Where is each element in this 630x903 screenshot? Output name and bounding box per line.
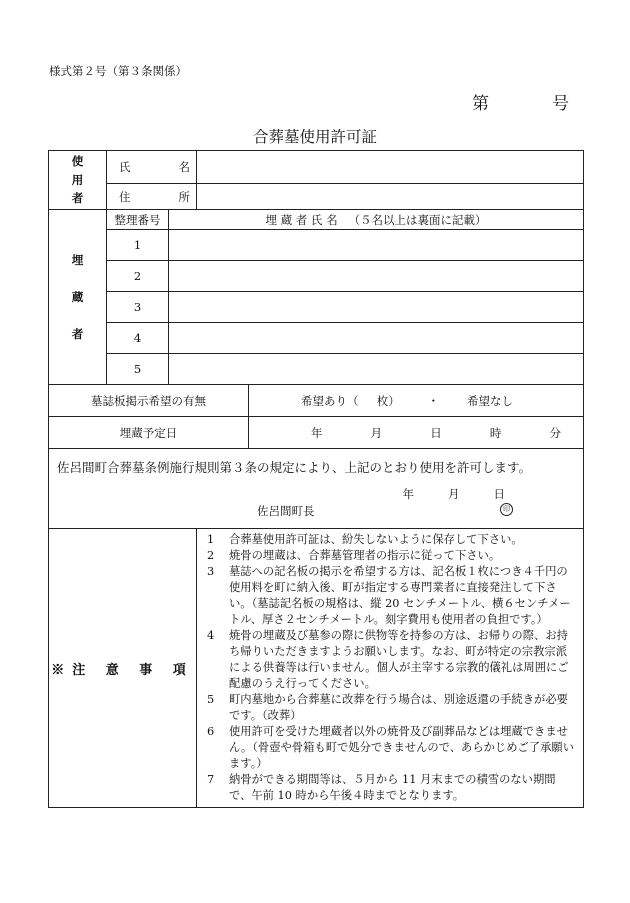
note-item: 1 合葬墓使用許可証は、紛失しないように保存して下さい。 [207, 533, 523, 547]
notes-label: ※注 意 事 項 [49, 529, 197, 808]
note-item: 2 焼骨の埋蔵は、合葬墓管理者の指示に従って下さい。 [207, 549, 501, 563]
buried-row [49, 323, 584, 354]
col-number-header: 整理番号 [107, 210, 169, 230]
document-title: 合葬墓使用許可証 [252, 128, 377, 146]
notes-list [197, 529, 584, 808]
buried-row-name[interactable] [169, 323, 584, 354]
permit-table [48, 150, 584, 808]
mayor-label: 佐呂間町長 [257, 504, 315, 518]
plaque-label: 墓誌板掲示希望の有無 [49, 385, 249, 417]
user-name-row [49, 151, 584, 184]
schedule-label: 埋蔵予定日 [49, 417, 249, 449]
seal-mark: 印 [500, 503, 513, 516]
note-item: 7 納骨ができる期間等は、５月から 11 月末までの積雪のない期間で、午前 10 時から午後４時までとなります。 [207, 773, 556, 803]
buried-row-name[interactable] [169, 261, 584, 292]
note-item: 3 墓誌への記名板の掲示を希望する方は、記名板１枚につき４千円の使用料を町に納入後、町が指定する専門業者に直接発注して下さい。（墓誌記名板の規格は、縦 20 センチメートル、横６センチメートル、厚さ２センチメートル。刻字費用も使用者の負担です。） [207, 565, 571, 627]
buried-row [49, 292, 584, 323]
buried-row-number: 1 [107, 230, 169, 261]
buried-row-name[interactable] [169, 354, 584, 385]
form-label: 様式第２号（第３条関係） [49, 64, 187, 78]
user-name-label: 氏 名 [107, 151, 197, 184]
plaque-row [49, 385, 584, 417]
buried-row-number: 5 [107, 354, 169, 385]
note-item: 6 使用許可を受けた埋蔵者以外の焼骨及び副葬品などは埋蔵できません。（骨壺や骨箱も町で処分できませんので、あらかじめご了承願います。） [207, 725, 575, 771]
user-address-field[interactable] [197, 184, 584, 210]
user-section-label: 使 用 者 [49, 151, 107, 210]
buried-row-number: 2 [107, 261, 169, 292]
buried-row-number: 4 [107, 323, 169, 354]
plaque-options[interactable]: 希望あり（ 枚） ・ 希望なし [249, 385, 584, 417]
user-name-field[interactable] [197, 151, 584, 184]
user-address-row [49, 184, 584, 210]
number-go: 号 [552, 94, 569, 114]
note-item: 4 焼骨の埋蔵及び墓参の際に供物等を持参の方は、お帰りの際、お持ち帰りいただきますようお願いします。なお、町が特定の宗教宗派による供養等は行いません。個人が主宰する宗教的儀礼は周囲にご配慮のうえ行ってください。 [207, 629, 569, 691]
buried-section-label: 埋 蔵 者 [49, 210, 107, 385]
buried-row-name[interactable] [169, 230, 584, 261]
buried-row [49, 261, 584, 292]
buried-row-number: 3 [107, 292, 169, 323]
buried-header-row [49, 210, 584, 230]
schedule-row [49, 417, 584, 449]
buried-row [49, 354, 584, 385]
permit-statement: 佐呂間町合葬墓条例施行規則第３条の規定により、上記のとおり使用を許可します。 年 月 日 佐呂間町長 印 [49, 449, 584, 529]
col-name-header: 埋 蔵 者 氏 名 （５名以上は裏面に記載） [169, 210, 584, 230]
number-dai: 第 [472, 94, 489, 114]
permit-row [49, 449, 584, 529]
note-item: 5 町内墓地から合葬墓に改葬を行う場合は、別途返還の手続きが必要です。（改葬） [207, 693, 568, 723]
buried-row [49, 230, 584, 261]
notes-row [49, 529, 584, 808]
user-address-label: 住 所 [107, 184, 197, 210]
buried-row-name[interactable] [169, 292, 584, 323]
schedule-field[interactable]: 年 月 日 時 分 [249, 417, 584, 449]
